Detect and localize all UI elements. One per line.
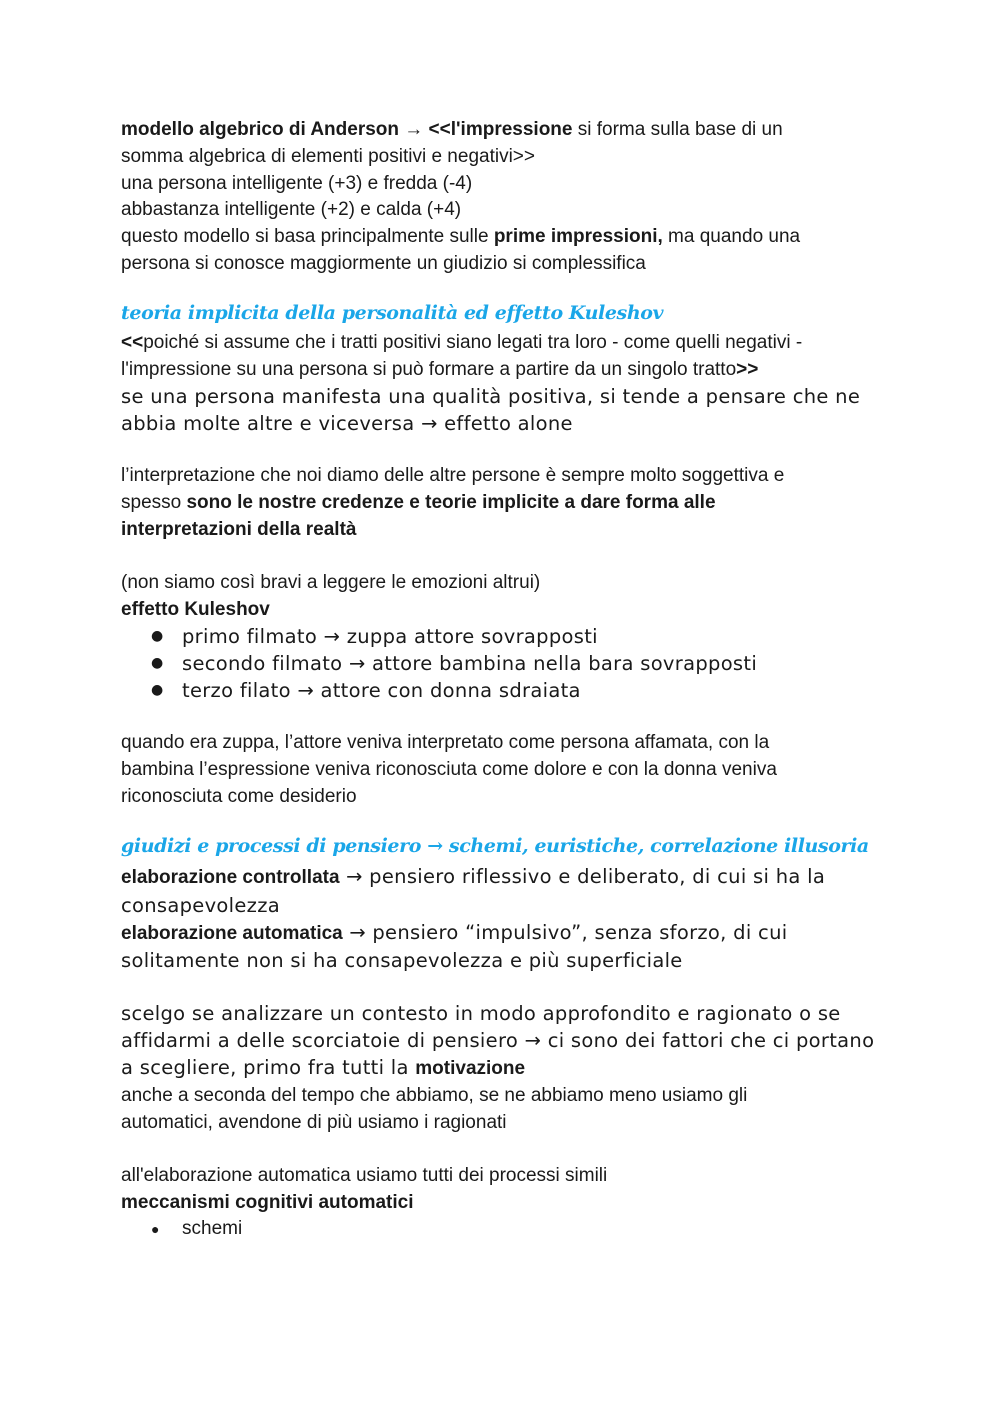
text-line: l’interpretazione che noi diamo delle altre persone è sempre molto soggettiva e	[121, 465, 785, 487]
text-line	[121, 517, 890, 544]
text-line: persona si conosce maggiormente un giudizio si complessifica	[121, 252, 646, 274]
text: spesso	[121, 492, 187, 514]
text-line	[121, 863, 890, 892]
text: si forma sulla base di un	[572, 119, 783, 140]
processing-section	[121, 863, 890, 1243]
text: poiché si assume che i tratti positivi siano legati tra loro - come quelli negativi -	[143, 331, 803, 353]
list-item-text: secondo filmato → attore bambina nella bara sovrapposti	[182, 652, 758, 676]
list-item	[121, 623, 890, 650]
text-line: consapevolezza	[121, 893, 281, 917]
bold-text: sono le nostre credenze e teorie implicite a dare forma alle	[186, 492, 716, 514]
text-line: bambina l’espressione veniva riconosciuta come dolore e con la donna veniva	[121, 759, 777, 781]
text-line	[121, 117, 890, 144]
text-line: affidarmi a delle scorciatoie di pensiero → ci sono dei fattori che ci portano	[121, 1029, 875, 1053]
bold-text: interpretazioni della realtà	[121, 518, 357, 540]
kuleshov-section	[121, 330, 890, 811]
bold-text: <<	[121, 331, 144, 353]
bold-text: meccanismi cognitivi automatici	[121, 1191, 414, 1213]
text-line: automatici, avendone di più usiamo i ragionati	[121, 1111, 507, 1133]
list-item	[121, 1216, 890, 1243]
kuleshov-list	[121, 623, 890, 704]
anderson-paragraph	[121, 117, 890, 278]
text-line: una persona intelligente (+3) e fredda (-4)	[121, 172, 473, 194]
text-line	[121, 490, 890, 517]
text-line	[121, 1190, 890, 1217]
text-line: solitamente non si ha consapevolezza e più superficiale	[121, 949, 683, 973]
bullet-icon: ●	[151, 1221, 160, 1238]
text: → pensiero “impulsivo”, senza sforzo, di cui	[342, 920, 788, 944]
text-line: (non siamo così bravi a leggere le emozioni altrui)	[121, 571, 541, 593]
text-line: somma algebrica di elementi positivi e negativi>>	[121, 145, 535, 167]
text-line	[121, 330, 890, 357]
bullet-icon: ●	[151, 655, 164, 672]
list-item	[121, 677, 890, 704]
list-item-text: terzo filato → attore con donna sdraiata	[182, 679, 581, 703]
bold-text: elaborazione automatica	[121, 922, 343, 944]
text-line	[121, 1054, 890, 1083]
text: → pensiero riflessivo e deliberato, di cui si ha la	[339, 864, 826, 888]
text-line	[121, 224, 890, 251]
bold-text: effetto Kuleshov	[121, 598, 270, 620]
bullet-icon: ●	[151, 682, 164, 699]
bold-text: elaborazione controllata	[121, 866, 340, 888]
text-line	[121, 357, 890, 384]
text: ma quando una	[662, 226, 801, 248]
bold-text: >>	[736, 358, 759, 380]
text: questo modello si basa principalmente sulle	[121, 226, 494, 248]
text-line: abbia molte altre e viceversa → effetto alone	[121, 412, 573, 436]
text-line: riconosciuta come desiderio	[121, 785, 357, 807]
text-line: all'elaborazione automatica usiamo tutti dei processi simili	[121, 1164, 608, 1186]
section-heading: teoria implicita della personalità ed effetto Kuleshov	[121, 301, 664, 324]
text: a scegliere, primo fra tutti la	[121, 1056, 416, 1080]
list-item-text: primo filmato → zuppa attore sovrapposti	[182, 625, 598, 649]
text-line: se una persona manifesta una qualità positiva, si tende a pensare che ne	[121, 385, 861, 409]
bold-text: prime impressioni,	[493, 226, 663, 248]
list-item	[121, 650, 890, 677]
text: l'impressione su una persona si può formare a partire da un singolo tratto	[121, 358, 737, 380]
text-line: abbastanza intelligente (+2) e calda (+4)	[121, 199, 462, 221]
mechanisms-list	[121, 1216, 890, 1243]
bold-text: motivazione	[415, 1058, 526, 1080]
bold-text: modello algebrico di Anderson → <<l'impressione	[121, 119, 573, 140]
bullet-icon: ●	[151, 628, 164, 645]
text-line	[121, 597, 890, 624]
list-item-text: schemi	[182, 1218, 243, 1240]
text-line: scelgo se analizzare un contesto in modo approfondito e ragionato o se	[121, 1002, 841, 1026]
text-line	[121, 919, 890, 948]
text-line: anche a seconda del tempo che abbiamo, se ne abbiamo meno usiamo gli	[121, 1085, 748, 1107]
text-line: quando era zuppa, l’attore veniva interpretato come persona affamata, con la	[121, 732, 770, 754]
section-heading: giudizi e processi di pensiero → schemi, euristiche, correlazione illusoria	[121, 834, 869, 857]
